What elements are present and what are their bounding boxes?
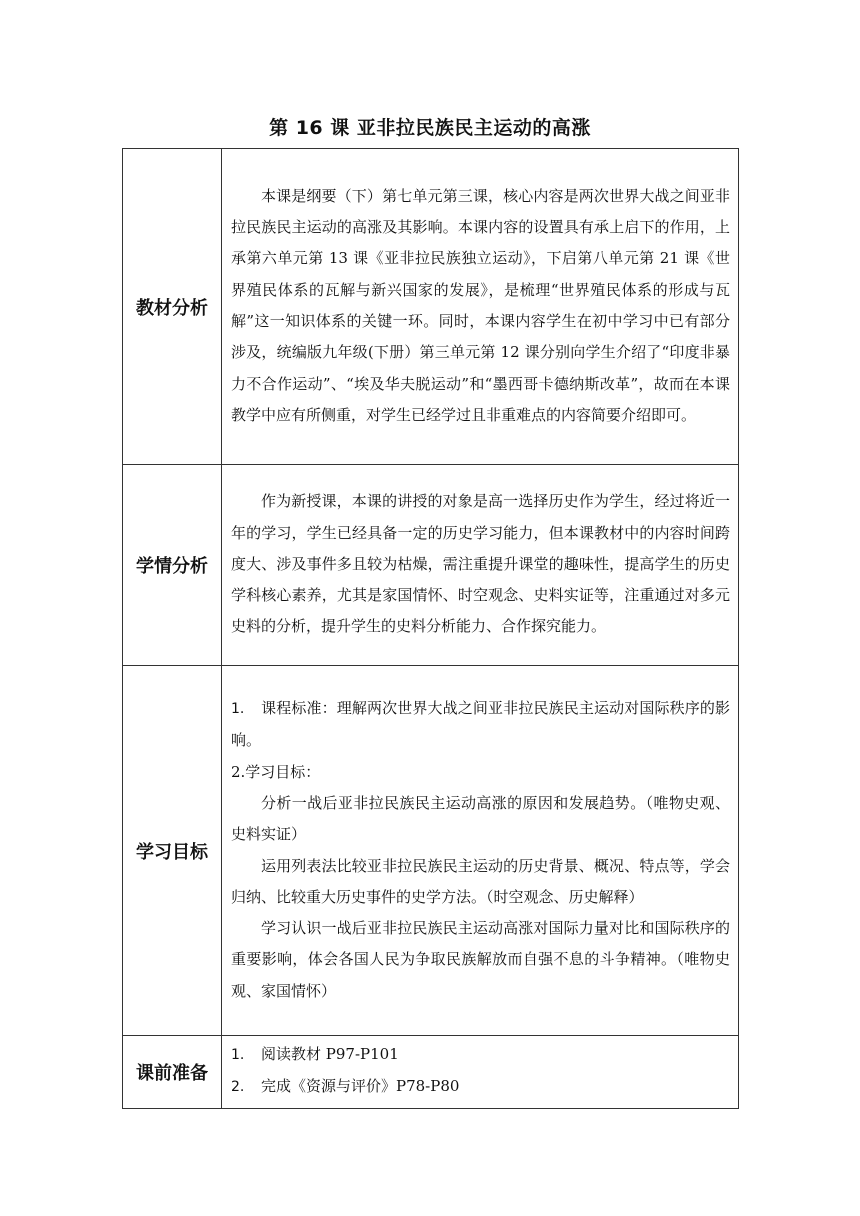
preparation-item-1-number: 1. — [231, 1047, 245, 1063]
lesson-title: 第 16 课 亚非拉民族民主运动的高涨 — [269, 117, 591, 139]
objective-goal-3: 学习认识一战后亚非拉民族民主运动高涨对国际力量对比和国际秩序的重要影响，体会各国人民为争取民族解放而自强不息的斗争精神。（唯物史观、家国情怀） — [231, 919, 730, 1000]
lesson-plan-table — [122, 148, 739, 1109]
row-content-learning-objectives — [222, 666, 739, 1036]
objective-goal-1: 分析一战后亚非拉民族民主运动高涨的原因和发展趋势。（唯物史观、史料实证） — [231, 793, 730, 844]
objective-goal-2: 运用列表法比较亚非拉民族民主运动的历史背景、概况、特点等，学会归纳、比较重大历史事件的史学方法。（时空观念、历史解释） — [231, 856, 730, 906]
preparation-item-2-text: 完成《资源与评价》P78-P80 — [261, 1077, 460, 1096]
textbook-analysis-paragraph: 本课是纲要（下）第七单元第三课，核心内容是两次世界大战之间亚非拉民族民主运动的高涨及其影响。本课内容的设置具有承上启下的作用，上承第六单元第 13 课《亚非拉民族独立运动》，下启第八单元第 21 课《世界殖民体系的瓦解与新兴国家的发展》，是梳理“世界殖民体系的形成与瓦解”这一知识体系的关键一环。同时，本课内容学生在初中学习中已有部分涉及，统编版九年级(下册）第三单元第 12 课分别向学生介绍了“印度非暴力不合作运动”、“埃及华夫脱运动”和“墨西哥卡德纳斯改革”，故而在本课教学中应有所侧重，对学生已经学过且非重难点的内容简要介绍即可。 — [231, 186, 730, 424]
table-row-textbook-analysis — [123, 149, 739, 465]
preparation-item-1 — [231, 1039, 730, 1071]
row-label-textbook-analysis: 教材分析 — [123, 149, 222, 465]
row-label-learning-objectives: 学习目标 — [123, 666, 222, 1036]
row-label-preparation: 课前准备 — [123, 1036, 222, 1109]
table-row-student-analysis — [123, 465, 739, 666]
objective-item-2-heading: 2.学习目标： — [231, 762, 321, 781]
preparation-item-1-text: 阅读教材 P97-P101 — [261, 1045, 399, 1063]
row-content-preparation — [222, 1036, 739, 1109]
student-analysis-paragraph: 作为新授课，本课的讲授的对象是高一选择历史作为学生，经过将近一年的学习，学生已经具备一定的历史学习能力，但本课教材中的内容时间跨度大、涉及事件多且较为枯燥，需注重提升课堂的趣味性，提高学生的历史学科核心素养，尤其是家国情怀、时空观念、史料实证等，注重通过对多元史料的分析，提升学生的史料分析能力、合作探究能力。 — [231, 492, 730, 636]
preparation-item-2-number: 2. — [231, 1079, 245, 1096]
row-label-student-analysis: 学情分析 — [123, 465, 222, 666]
preparation-item-2 — [231, 1071, 730, 1103]
table-row-learning-objectives — [123, 666, 739, 1036]
table-row-preparation — [123, 1036, 739, 1109]
objective-item-1 — [231, 693, 730, 757]
row-content-textbook-analysis — [222, 149, 739, 465]
objective-item-1-text: 课程标准：理解两次世界大战之间亚非拉民族民主运动对国际秩序的影响。 — [231, 699, 730, 750]
objective-item-1-number: 1. — [231, 701, 245, 718]
row-content-student-analysis — [222, 465, 739, 666]
